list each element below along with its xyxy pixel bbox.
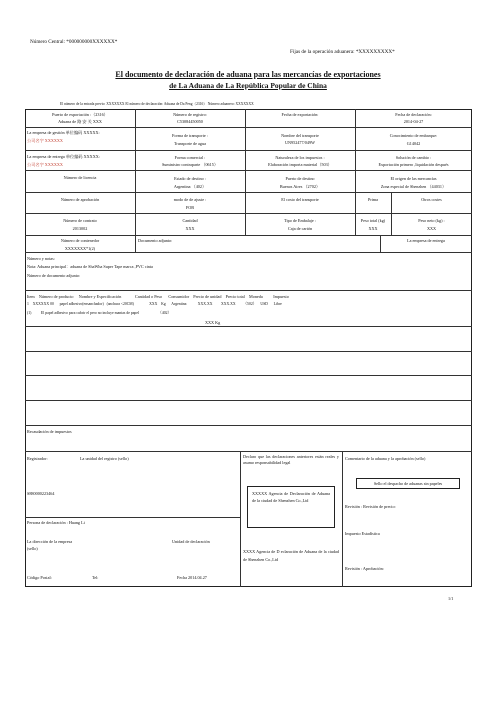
agencia-stamp-text: XXXXX Agencia de Declaración de Aduana de la ciudad de Shenzhen Co.,Ltd — [252, 491, 330, 503]
direccion-sello: (sello) — [27, 546, 38, 551]
direccion-empresa: La dirección de la empresa — [27, 539, 73, 544]
impuesto-estadistica: Impuesto Estadística — [345, 531, 380, 536]
fecha-declaracion-label: Fecha de declaración: — [395, 112, 432, 117]
naturaleza-impuestos-label: Naturaleza de los impuestos : — [275, 155, 325, 160]
numero-contrato-value: 2013002 — [72, 226, 88, 231]
cantidad-label: Cantidad — [182, 218, 198, 223]
notes-title: Número y notas: — [27, 256, 55, 261]
naturaleza-impuestos-value: Elaboración importa material（503） — [268, 162, 332, 167]
peso-neto-value: XXX — [426, 226, 437, 231]
comentario-aduana: Comentario de la aduana y la aprobación (sello) — [345, 456, 426, 461]
notes-nota: Nota: Aduana principal：aduana de ShaWha Super Tape marca ,PVC cinta — [27, 264, 153, 269]
persona-declaracion: Persona de declaración : Huang Li — [27, 520, 85, 525]
registrador-number: S880000223464 — [27, 491, 55, 496]
puerto-exportacion-value: Aduana de 路 安 关 XXX — [58, 119, 102, 124]
origen-mercancias-label: El origen de las mercancías — [390, 176, 437, 181]
embarque-label: Conocimiento de embarque: — [389, 133, 438, 138]
fecha-exportacion-label: Fecha de exportación: — [281, 112, 319, 117]
agencia-text: XXXX Agencia de D eclaración de Aduana de la ciudad de Shenzhen Co.,Ltd — [243, 549, 339, 562]
telefono: Tel: — [92, 575, 99, 580]
nombre-transporte-value: UN952477/049W — [284, 140, 315, 145]
item-row-1: 1 XXXXXX 00 papel adhesivo(ensanchador) (anchura <20CM) XXX Kg Argentina XXX.XX XXX.XX （502） USD Libre — [27, 302, 282, 306]
peso-total-label: Peso total (kg) — [360, 218, 386, 223]
tipo-embalaje-value: Caja de cartón — [287, 226, 313, 231]
forma-transporte-value: Transporte de agua — [174, 141, 206, 146]
sello-text: Sello el despacho de aduanas sin papeles — [373, 481, 443, 486]
documento-adjunto-label: Documento adjunto: — [138, 238, 173, 243]
numero-aprobacion-label: Número de aprobación — [60, 197, 100, 202]
puerto-exportacion-label: Puerto de exportación :（2316） — [52, 112, 108, 117]
modo-ajuste-value: FOB — [185, 205, 195, 210]
header-subline: El número de la entrada previo: XXXXXXX El número de declaración: Aduana de Da Peng（2316） Número aduanero: XXXXXXX — [60, 102, 254, 106]
peso-total-value: XXX — [368, 226, 378, 231]
modo-ajuste-label: modo de de ajuste : — [173, 197, 207, 202]
forma-transporte-label: Forma de transporte : — [172, 133, 208, 138]
empresa-entrega-label: La empresa de entrega 单位编码 XXXXX: — [27, 154, 100, 159]
declaracion-legal: Declaro que las declaraciones anteriores están reales y asumo responsabilidad legal — [243, 454, 339, 465]
numero-licencia-label: Número de licencia — [63, 175, 97, 180]
otros-costes-label: Otros costes — [421, 197, 442, 202]
estado-destino-value: Argentina （402） — [173, 184, 207, 189]
forma-comercial-value: Suministro contraparte （0615） — [161, 162, 219, 167]
solucion-cambio-label: Solución de cambio : — [395, 155, 432, 160]
registrador-label: Registrador: — [27, 456, 48, 461]
item-row-1-weight: XXX Kg — [205, 320, 221, 325]
empresa-gestion-value: 公司名字 XXXXXX — [27, 138, 63, 143]
origen-mercancias-value: Zona especial de Shenzhen （44031） — [380, 184, 447, 189]
numero-registro-label: Número de registro: — [173, 112, 207, 117]
estado-destino-label: Estado de destino : — [174, 176, 206, 181]
item-row-1-detail: (1) El papel adhesivo para cubrir el pero no incluye mantas de papel （402） — [27, 311, 172, 315]
numero-central: Número Central: *000000000XXXXXX* — [30, 39, 118, 45]
notes-documento: Número de documento adjunto: — [27, 273, 81, 278]
page-number: 1/1 — [448, 596, 454, 601]
forma-comercial-label: Forma comercial : — [174, 155, 206, 160]
peso-neto-label: Peso neto (kg) : — [418, 218, 445, 223]
costo-transporte-label: El costo del transporte — [281, 197, 319, 202]
revision-aprobacion: Revisión : Aprobación: — [345, 566, 384, 571]
puerto-destino-value: Buenos Aires （2702） — [279, 184, 321, 189]
empresa-gestion-label: La empresa de gestión 单位编码 XXXXX: — [27, 130, 100, 135]
numero-contrato-label: Número de contrato — [63, 218, 97, 223]
solucion-cambio-value: Exportación primero ,liquidación después — [378, 162, 449, 167]
items-header: Item Número de producto Nombre y Especificación Cantidad o Peso Consumidor Precio de unidad Precio total Moneda Impuesto — [27, 294, 289, 299]
prima-label: Prima — [367, 197, 378, 202]
empresa-entrega-value: 公司名字 XXXXXX — [27, 162, 63, 167]
sello-box — [356, 478, 460, 489]
embarque-value: G14042 — [406, 141, 421, 146]
fecha-declaracion-value: 2014-04-27 — [403, 119, 424, 124]
numero-registro-value: C53084450050 — [177, 119, 203, 124]
revision-precio: Revisión : Revisión de precio: — [345, 504, 396, 509]
recaudacion-impuestos: Recaudación de impuestos — [27, 429, 72, 434]
operacion-aduanera: Fijas de la operación aduanera: *XXXXXXXXX* — [290, 49, 395, 55]
numero-contenedor-value: XXXXXXX*1(2) — [64, 246, 96, 251]
registrador-value: La unidad del registro (sello) — [80, 456, 129, 461]
numero-contenedor-label: Número de contenedor — [60, 238, 100, 243]
puerto-destino-label: Puerto de destino — [285, 176, 315, 181]
cantidad-value: XXX — [185, 226, 195, 231]
nombre-transporte-label: Nombre del transporte — [281, 133, 319, 138]
document-subtitle: de La Aduana de La República Popular de China — [169, 81, 327, 90]
document-title: El documento de declaración de aduana para las mercancías de exportaciones — [115, 70, 381, 79]
codigo-postal: Código Postal: — [27, 575, 52, 580]
tipo-embalaje-label: Tipo de Embalaje : — [284, 218, 316, 223]
agencia-stamp-box — [247, 486, 335, 528]
fecha-firma: Fecha 2014.04.27 — [177, 575, 207, 580]
empresa-entrega-label-2: La empresa de entrega — [407, 238, 445, 243]
unidad-declaracion: Unidad de declaración — [172, 539, 210, 544]
